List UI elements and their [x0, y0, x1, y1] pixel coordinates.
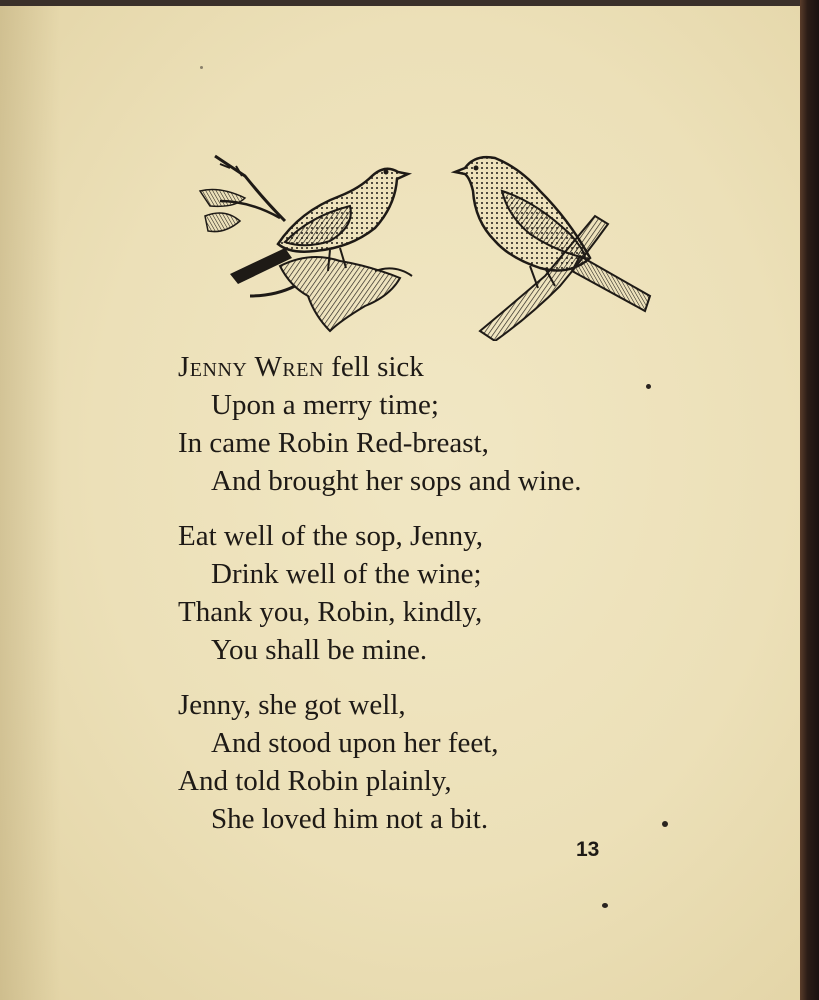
poem — [178, 348, 582, 855]
poem-line: Drink well of the wine; — [211, 558, 482, 590]
poem-line-rest: fell sick — [323, 351, 424, 383]
ink-speck — [602, 903, 608, 908]
stanza-3 — [178, 686, 582, 838]
ink-speck — [662, 821, 668, 827]
ink-speck — [200, 66, 203, 69]
page-number: 13 — [576, 838, 600, 861]
poem-line: Jenny, she got well, — [178, 689, 406, 721]
poem-line: And stood upon her feet, — [211, 727, 499, 759]
poem-line-small-caps: Jenny Wren — [178, 351, 324, 383]
poem-line: Upon a merry time; — [211, 389, 439, 421]
stanza-2 — [178, 517, 582, 669]
poem-line: And brought her sops and wine. — [211, 465, 582, 497]
right-bird-icon — [455, 157, 650, 341]
ink-speck — [646, 384, 651, 389]
left-bird-icon — [200, 156, 412, 331]
poem-line: You shall be mine. — [211, 634, 428, 666]
poem-line: Thank you, Robin, kindly, — [178, 596, 483, 628]
birds-illustration — [190, 146, 670, 341]
poem-line: In came Robin Red-breast, — [178, 427, 489, 459]
poem-line: And told Robin plainly, — [178, 765, 452, 797]
book-cover-edge — [800, 0, 819, 1000]
poem-line: She loved him not a bit. — [211, 803, 489, 835]
page-gutter-shadow — [0, 6, 60, 1000]
stanza-1 — [178, 348, 582, 500]
poem-line: Eat well of the sop, Jenny, — [178, 520, 483, 552]
poem-line — [178, 348, 582, 386]
